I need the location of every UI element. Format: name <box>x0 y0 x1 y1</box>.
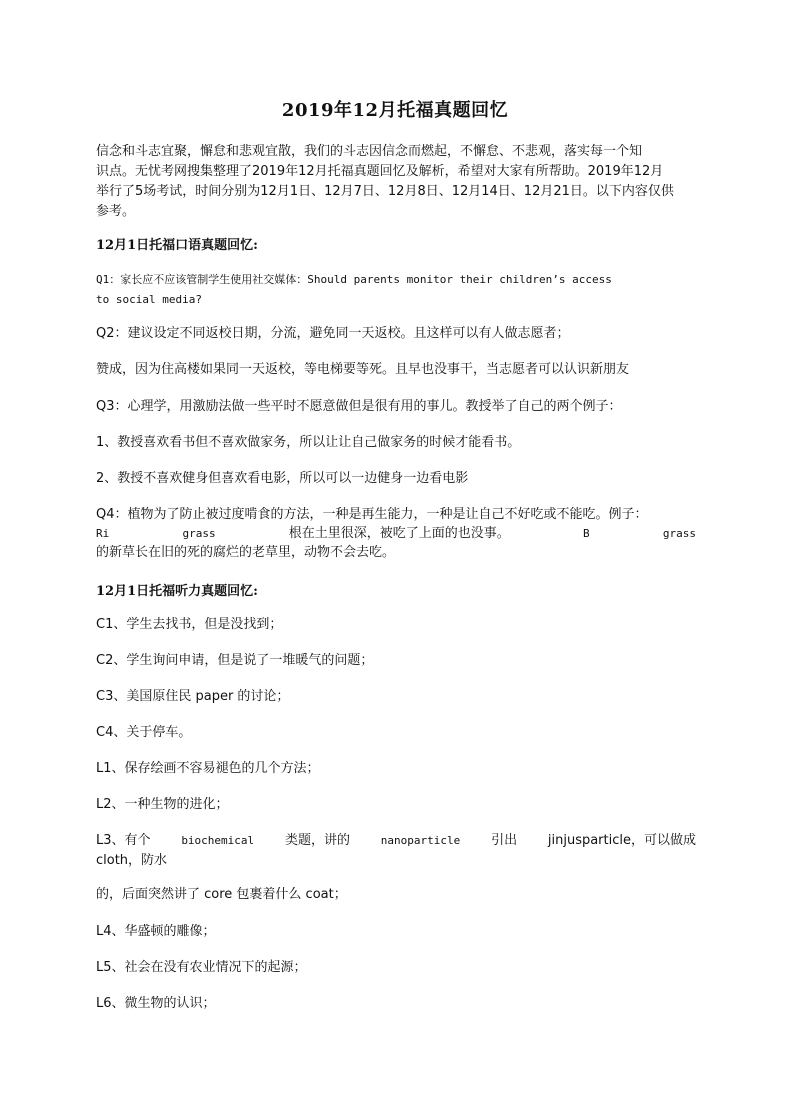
listening-l5: L5、社会在没有农业情况下的起源； <box>96 960 307 975</box>
listening-l1: L1、保存绘画不容易褪色的几个方法； <box>96 761 320 776</box>
speaking-q4: Q4：植物为了防止被过度啃食的方法，一种是再生能力，一种是让自己不好吃或不能吃。例子： <box>96 507 648 522</box>
listening-l2: L2、一种生物的进化； <box>96 797 229 812</box>
l3-part: jinjusparticle，可以做成 <box>547 833 696 848</box>
listening-heading: 12月1日托福听力真题回忆: <box>96 584 258 599</box>
speaking-q2-reason: 赞成，因为住高楼如果同一天返校，等电梯要等死。且早也没事干，当志愿者可以认识新朋友 <box>96 362 630 377</box>
listening-c1: C1、学生去找书，但是没找到； <box>96 617 283 632</box>
speaking-q1: Q1：家长应不应该管制学生使用社交媒体：Should parents monitor their children’s access <box>96 273 612 286</box>
intro-line: 信念和斗志宜聚，懈怠和悲观宜散，我们的斗志因信念而燃起，不懈怠、不悲观，落实每一个知 <box>96 144 643 159</box>
q4-word: B <box>583 527 590 540</box>
page-title: 2019年12月托福真题回忆 <box>281 100 509 121</box>
speaking-q3-example-1: 1、教授喜欢看书但不喜欢做家务，所以让让自己做家务的时候才能看书。 <box>96 435 521 450</box>
intro-line: 举行了5场考试，时间分别为12月1日、12月7日、12月8日、12月14日、12月21日。以下内容仅供 <box>96 184 674 199</box>
speaking-q3: Q3：心理学，用激励法做一些平时不愿意做但是很有用的事儿。教授举了自己的两个例子： <box>96 399 622 414</box>
speaking-q4-cont <box>96 524 696 544</box>
l3-part: 类题，讲的 <box>284 833 350 848</box>
listening-c4: C4、关于停车。 <box>96 725 192 740</box>
q4-word: grass <box>662 527 696 540</box>
intro-line: 识点。无忧考网搜集整理了2019年12月托福真题回忆及解析，希望对大家有所帮助。2019年12月 <box>96 164 664 179</box>
listening-c2: C2、学生询问申请，但是说了一堆暖气的问题； <box>96 653 374 668</box>
q4-word: Ri <box>96 527 110 540</box>
l3-part: biochemical <box>181 834 255 847</box>
speaking-q4-cont-2: 的新草长在旧的死的腐烂的老草里，动物不会去吃。 <box>96 545 396 560</box>
l3-part: nanoparticle <box>380 834 461 847</box>
intro-paragraph <box>96 142 696 222</box>
listening-l3-cont: cloth，防水 <box>96 853 168 868</box>
intro-line: 参考。 <box>96 204 136 219</box>
speaking-heading: 12月1日托福口语真题回忆: <box>96 238 258 253</box>
q4-word: grass <box>182 527 216 540</box>
listening-l6: L6、微生物的认识； <box>96 996 216 1011</box>
listening-l3 <box>96 831 696 851</box>
listening-l3-cont-2: 的，后面突然讲了 core 包裹着什么 coat； <box>96 887 347 902</box>
listening-c3: C3、美国原住民 paper 的讨论； <box>96 689 290 704</box>
listening-l4: L4、华盛顿的雕像； <box>96 924 216 939</box>
q4-text: 根在土里很深，被吃了上面的也没事。 <box>288 526 510 541</box>
l3-part: 引出 <box>491 833 518 848</box>
speaking-q3-example-2: 2、教授不喜欢健身但喜欢看电影，所以可以一边健身一边看电影 <box>96 471 469 486</box>
speaking-q2: Q2：建议设定不同返校日期，分流，避免同一天返校。且这样可以有人做志愿者； <box>96 326 570 341</box>
l3-part: L3、有个 <box>96 833 151 848</box>
speaking-q1-cont: to social media? <box>96 293 202 306</box>
